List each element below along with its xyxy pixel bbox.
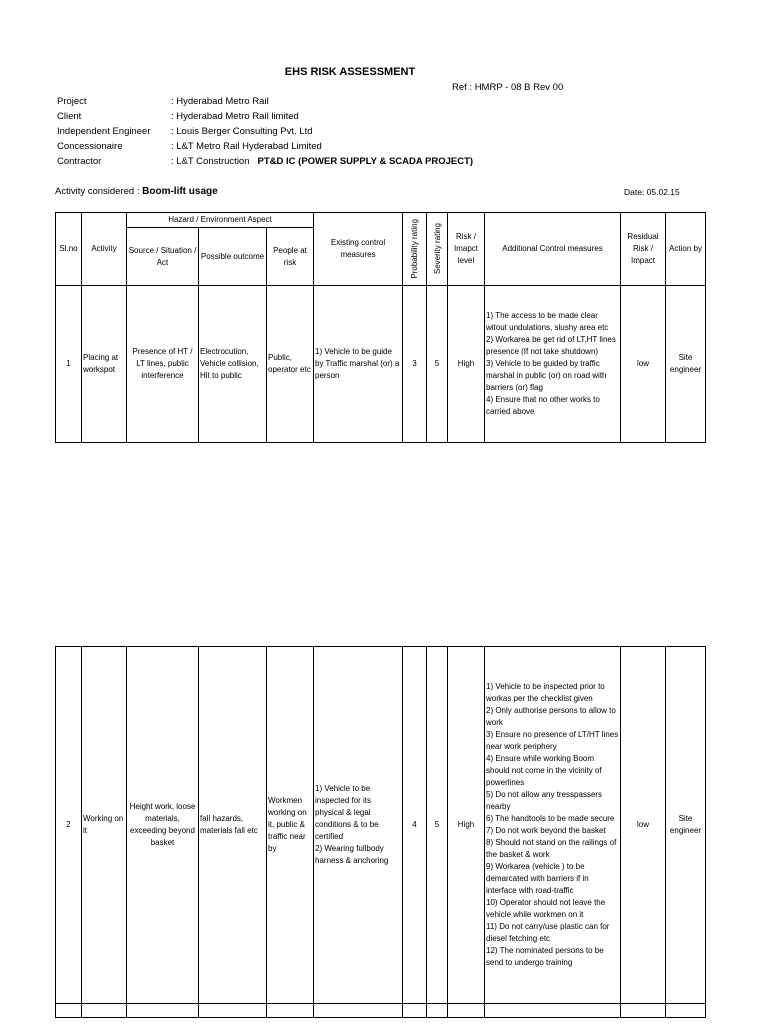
project-value: : Hyderabad Metro Rail — [171, 96, 269, 107]
measure-item: 2) Only authorise persons to allow to work — [486, 706, 616, 727]
empty-cell — [666, 1004, 706, 1018]
measure-item: 10) Operator should not leave the vehicle while workmen on it — [486, 898, 606, 919]
measure-item: 3) Ensure no presence of LT/HT lines near work periphery — [486, 730, 619, 751]
header-people: People at risk — [267, 228, 314, 286]
activity-value: Boom-lift usage — [142, 186, 218, 197]
table-row-empty — [56, 1004, 706, 1018]
measure-item: 9) Workarea (vehicle ) to be demarcated with barriers if in interface with road-traffic — [486, 862, 589, 895]
row-probability: 4 — [403, 647, 427, 1004]
row-activity: Working on it — [82, 647, 127, 1004]
reference-number: Ref : HMRP - 08 B Rev 00 — [452, 82, 564, 93]
risk-table-page-1 — [55, 212, 706, 443]
row-action-by: Site engineer — [666, 286, 706, 443]
table-row — [56, 286, 706, 443]
risk-table-page-2 — [55, 646, 706, 1018]
empty-cell — [448, 1004, 485, 1018]
document-title: EHS RISK ASSESSMENT — [284, 66, 416, 78]
row-outcome: fall hazards, materials fall etc — [199, 647, 267, 1004]
empty-cell — [621, 1004, 666, 1018]
row-residual-risk: low — [621, 286, 666, 443]
activity-considered — [55, 186, 218, 197]
row-source: Height work, loose materials, exceeding beyond basket — [127, 647, 199, 1004]
header-severity — [427, 213, 448, 286]
row-residual-risk: low — [621, 647, 666, 1004]
concessionaire-label: Concessionaire — [57, 141, 123, 152]
row-slno: 2 — [56, 647, 82, 1004]
empty-cell — [267, 1004, 314, 1018]
row-existing-control: 1) Vehicle to be inspected for its physical & legal conditions & to be certified 2) Wearing fullbody harness & anchoring — [314, 647, 403, 1004]
header-probability — [403, 213, 427, 286]
row-outcome: Electrocution, Vehicle collision, Hit to public — [199, 286, 267, 443]
table-row — [56, 647, 706, 1004]
empty-cell — [485, 1004, 621, 1018]
measure-item: 1) The access to be made clear witout undulations, slushy area etc — [486, 311, 609, 332]
empty-cell — [427, 1004, 448, 1018]
measure-item: 8) Should not stand on the railings of the basket & work — [486, 838, 617, 859]
header-activity: Activity — [82, 213, 127, 286]
header-outcome: Possible outcome — [199, 228, 267, 286]
row-additional-control — [485, 647, 621, 1004]
measure-item: 3) Vehicle to be guided by traffic marshal in public (or) on road with barriers (or) flag — [486, 359, 607, 392]
row-people: Workmen working on it, public & traffic near by — [267, 647, 314, 1004]
measure-item: 12) The nominated persons to be send to undergo training — [486, 946, 604, 967]
header-hazard-group: Hazard / Environment Aspect — [127, 213, 314, 228]
contractor-project: PT&D IC (POWER SUPPLY & SCADA PROJECT) — [257, 156, 474, 167]
client-label: Client — [57, 111, 82, 122]
empty-cell — [199, 1004, 267, 1018]
contractor-value — [171, 156, 473, 167]
row-risk-level: High — [448, 647, 485, 1004]
header-probability-text: Probability rating — [410, 219, 419, 279]
header-additional-control: Additional Control measures — [485, 213, 621, 286]
measure-item: 1) Vehicle to be inspected prior to workas per the checklist given — [486, 682, 605, 703]
row-severity: 5 — [427, 286, 448, 443]
measure-item: 5) Do not allow any tresspassers nearby — [486, 790, 603, 811]
row-additional-control — [485, 286, 621, 443]
header-existing-control: Existing control measures — [314, 213, 403, 286]
measure-item: 6) The handtools to be made secure — [486, 814, 615, 823]
independent-engineer-label: Independent Engineer — [57, 126, 151, 137]
row-people: Public, operator etc — [267, 286, 314, 443]
independent-engineer-value: : Louis Berger Consulting Pvt. Ltd — [171, 126, 313, 137]
header-residual-risk: Residual Risk / Impact — [621, 213, 666, 286]
row-action-by: Site engineer — [666, 647, 706, 1004]
contractor-name: : L&T Construction — [171, 156, 250, 167]
row-risk-level: High — [448, 286, 485, 443]
empty-cell — [314, 1004, 403, 1018]
header-source: Source / Situation / Act — [127, 228, 199, 286]
row-severity: 5 — [427, 647, 448, 1004]
contractor-label: Contractor — [57, 156, 102, 167]
header-action-by: Action by — [666, 213, 706, 286]
row-probability: 3 — [403, 286, 427, 443]
empty-cell — [56, 1004, 82, 1018]
measure-item: 2) Workarea be get rid of LT,HT lines presence (If not take shutdown) — [486, 335, 616, 356]
header-risk-level: Risk / Imapct level — [448, 213, 485, 286]
client-value: : Hyderabad Metro Rail limited — [171, 111, 299, 122]
row-activity: Placing at workspot — [82, 286, 127, 443]
empty-cell — [127, 1004, 199, 1018]
activity-label: Activity considered : — [55, 186, 140, 197]
header-slno: Sl.no — [56, 213, 82, 286]
concessionaire-value: : L&T Metro Rail Hyderabad Limited — [171, 141, 322, 152]
row-source: Presence of HT / LT lines, public interference — [127, 286, 199, 443]
measure-item: 4) Ensure that no other works to carried above — [486, 395, 600, 416]
measure-item: 7) Do not work beyond the basket — [486, 826, 606, 835]
empty-cell — [82, 1004, 127, 1018]
row-slno: 1 — [56, 286, 82, 443]
measure-item: 4) Ensure while working Boom should not come in the vicinity of powerlines — [486, 754, 602, 787]
assessment-date: Date: 05.02.15 — [624, 187, 680, 197]
measure-item: 11) Do not carry/use plastic can for diesel fetching etc — [486, 922, 610, 943]
header-severity-text: Severity rating — [432, 223, 442, 275]
row-existing-control: 1) Vehicle to be guide by Traffic marshal (or) a person — [314, 286, 403, 443]
empty-cell — [403, 1004, 427, 1018]
project-label: Project — [57, 96, 87, 107]
